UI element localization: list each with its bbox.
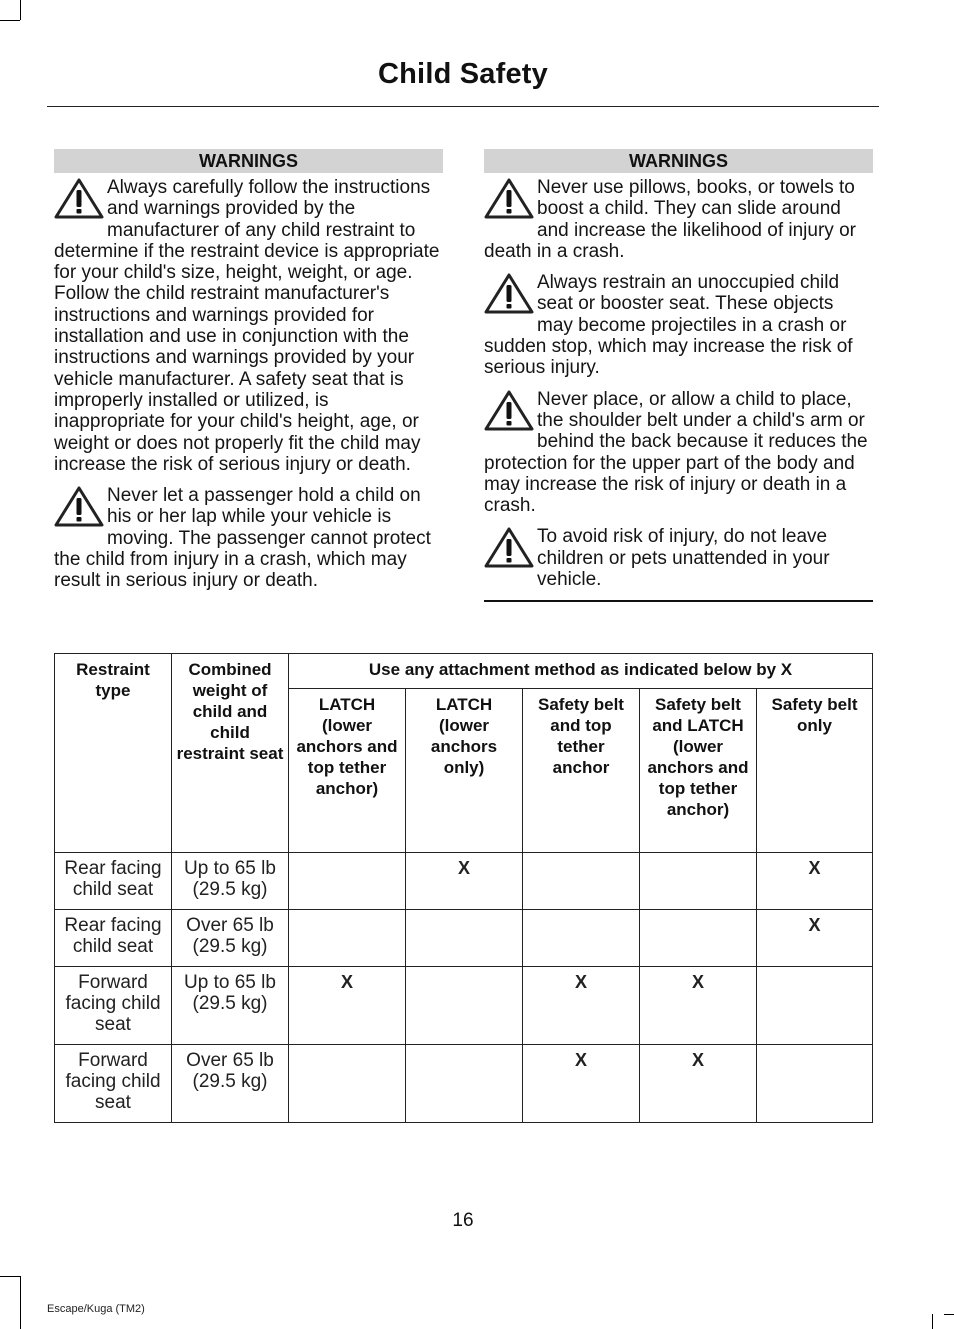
cell-mark: X <box>757 853 873 910</box>
warning-triangle-icon <box>484 272 534 315</box>
header-method: Safety belt and LATCH (lower anchors and top tether anchor) <box>640 689 757 853</box>
warning-item <box>484 389 873 517</box>
warning-text: Always restrain an unoccupied child seat or booster seat. These objects may become projectiles in a crash or sudden stop, which may increase the risk of serious injury. <box>484 272 853 379</box>
crop-mark <box>20 1276 21 1329</box>
warning-text: Never use pillows, books, or towels to boost a child. They can slide around and increase the likelihood of injury or death in a crash. <box>484 177 856 262</box>
cell-restraint-type: Forward facing child seat <box>55 967 172 1045</box>
header-method: Safety belt only <box>757 689 873 853</box>
cell-mark: X <box>640 967 757 1045</box>
page-number: 16 <box>452 1210 474 1231</box>
cell-mark <box>640 910 757 967</box>
cell-mark <box>406 967 523 1045</box>
cell-mark <box>289 853 406 910</box>
crop-mark <box>932 1314 933 1329</box>
warning-text: To avoid risk of injury, do not leave children or pets unattended in your vehicle. <box>537 526 830 591</box>
warnings-heading: WARNINGS <box>54 149 443 173</box>
warning-triangle-icon <box>484 526 534 569</box>
warning-text: Never place, or allow a child to place, the shoulder belt under a child's arm or behind the back because it reduces the protection for the upper part of the body and may increase the risk of injury or death in a crash. <box>484 388 868 517</box>
cell-mark <box>406 1045 523 1123</box>
header-attachment-group: Use any attachment method as indicated below by X <box>289 654 873 689</box>
warning-triangle-icon <box>54 177 104 220</box>
cell-restraint-type: Rear facing child seat <box>55 910 172 967</box>
cell-mark <box>523 853 640 910</box>
table-row <box>55 910 873 967</box>
warning-triangle-icon <box>484 389 534 432</box>
warning-item <box>484 526 873 590</box>
header-restraint-type: Restraint type <box>55 654 172 853</box>
footer-model-label: Escape/Kuga (TM2) <box>47 1303 145 1315</box>
header-method: Safety belt and top tether anchor <box>523 689 640 853</box>
warnings-right-column <box>484 149 873 602</box>
crop-mark <box>0 20 20 21</box>
cell-mark <box>289 1045 406 1123</box>
crop-mark <box>944 1314 954 1315</box>
cell-restraint-type: Rear facing child seat <box>55 853 172 910</box>
page-title: Child Safety <box>378 58 548 90</box>
warning-text: Always carefully follow the instructions and warnings provided by the manufacturer of any child restraint to determine if the restraint device is appropriate for your child's size, height, weight, or age. Follow the child restraint manufacturer's instructions and warnings provided for installation and use in conjunction with the instructions and warnings provided by your vehicle manufacturer. A safety seat that is improperly installed or utilized, is inappropriate for your child's height, age, or weight or does not properly fit the child may increase the risk of serious injury or death. <box>54 177 440 475</box>
warning-text: Never let a passenger hold a child on his or her lap while your vehicle is moving. The passenger cannot protect the child from injury in a crash, which may result in serious injury or death. <box>54 485 431 592</box>
title-divider <box>47 106 879 107</box>
warning-triangle-icon <box>54 485 104 528</box>
table-row <box>55 853 873 910</box>
cell-weight: Over 65 lb (29.5 kg) <box>172 1045 289 1123</box>
cell-mark <box>406 910 523 967</box>
cell-weight: Up to 65 lb (29.5 kg) <box>172 967 289 1045</box>
cell-mark: X <box>757 910 873 967</box>
cell-weight: Over 65 lb (29.5 kg) <box>172 910 289 967</box>
attachment-method-table <box>54 653 873 1123</box>
crop-mark <box>20 0 21 20</box>
warning-item <box>484 272 873 378</box>
warning-item <box>54 177 443 475</box>
warning-triangle-icon <box>484 177 534 220</box>
cell-mark: X <box>523 967 640 1045</box>
cell-mark: X <box>523 1045 640 1123</box>
header-method: LATCH (lower anchors and top tether anchor) <box>289 689 406 853</box>
cell-weight: Up to 65 lb (29.5 kg) <box>172 853 289 910</box>
cell-mark: X <box>289 967 406 1045</box>
warning-item <box>54 485 443 591</box>
warnings-end-rule <box>484 600 873 602</box>
table-header-row <box>55 654 873 689</box>
cell-mark <box>289 910 406 967</box>
cell-mark <box>757 1045 873 1123</box>
table-row <box>55 1045 873 1123</box>
cell-restraint-type: Forward facing child seat <box>55 1045 172 1123</box>
crop-mark <box>0 1276 20 1277</box>
table-row <box>55 967 873 1045</box>
cell-mark: X <box>640 1045 757 1123</box>
cell-mark <box>640 853 757 910</box>
cell-mark <box>757 967 873 1045</box>
header-combined-weight: Combined weight of child and child restraint seat <box>172 654 289 853</box>
header-method: LATCH (lower anchors only) <box>406 689 523 853</box>
cell-mark: X <box>406 853 523 910</box>
warning-item <box>484 177 873 262</box>
warnings-heading: WARNINGS <box>484 149 873 173</box>
warnings-left-column <box>54 149 443 602</box>
cell-mark <box>523 910 640 967</box>
